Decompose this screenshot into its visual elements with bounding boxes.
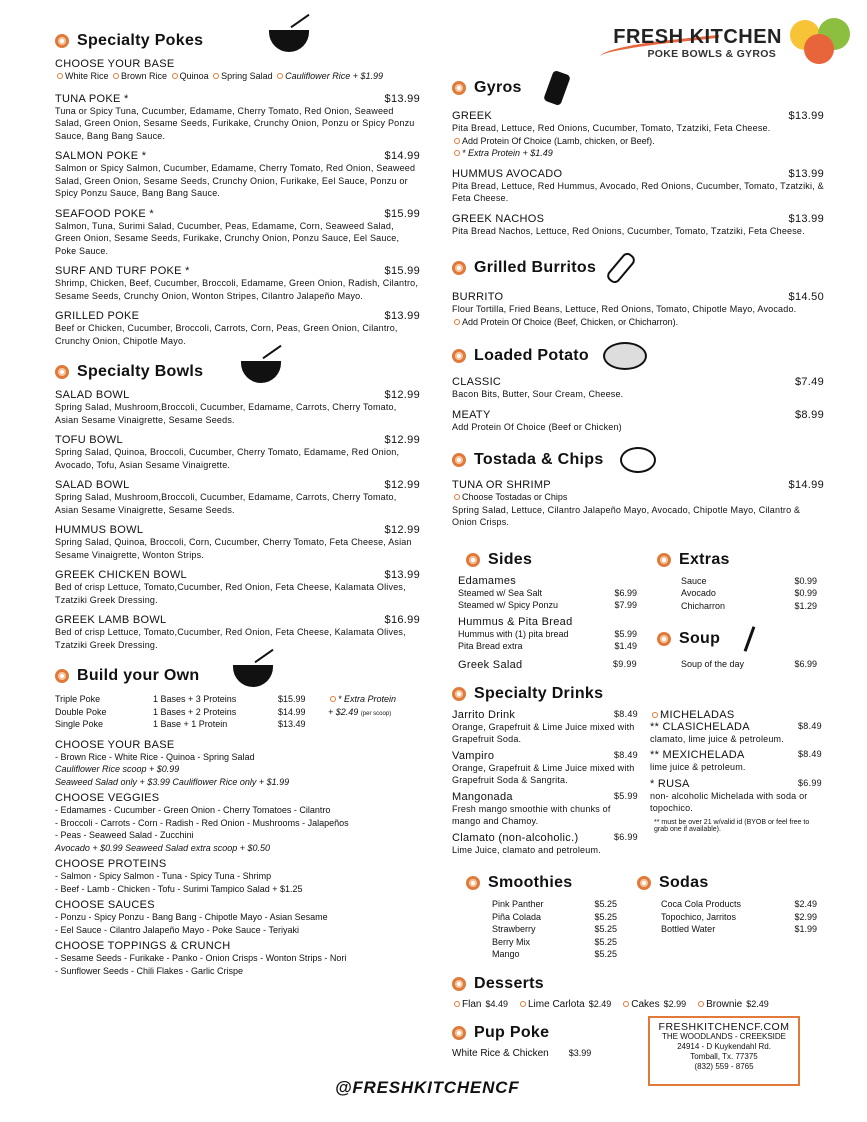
bowls-list [55,389,420,651]
item-desc: Tuna or Spicy Tuna, Cucumber, Edamame, Cherry Tomato, Red Onion, Seaweed Salad, Green Onion, Sesame Seeds, Furikake, Crunchy Onion, Ponzu or Spicy Ponzu Sauce, Bang Bang Sauce. [55,105,415,141]
item-desc: Beef or Chicken, Cucumber, Broccoli, Carrots, Corn, Peas, Green Onion, Cilantro, Crunchy Onion, Chipotle Mayo. [55,323,398,346]
drink-name: ** MEXICHELADA [650,749,745,761]
item-price: $16.99 [384,614,420,626]
pokes-list [55,93,420,348]
group-line: - Broccoli - Carrots - Corn - Radish - Red Onion - Mushrooms - Jalapeños [55,817,349,828]
item-desc: Spring Salad, Quinoa, Broccoli, Corn, Cucumber, Cherry Tomato, Feta Cheese, Asian Sesame Vinaigrette, Wonton Strips. [55,537,412,560]
group-title: Edamames [458,574,517,587]
item-name: SALAD BOWL [55,479,130,491]
drink-name: Jarrito Drink [452,708,516,721]
item-price: $13.99 [788,110,824,122]
price-row [681,587,817,600]
group-heading: CHOOSE SAUCES [55,899,155,911]
group-line: - Edamames - Cucumber - Green Onion - Cherry Tomatoes - Cilantro [55,805,331,815]
bullet-icon [55,365,69,379]
row-name: Piña Colada [492,911,542,922]
item-desc: Spring Salad, Mushroom,Broccoli, Cucumber, Edamame, Carrots, Cherry Tomato, Asian Sesame Vinaigrette, Sesame Seeds. [55,492,397,515]
row-name: Chicharron [681,600,726,611]
bullet-icon [452,349,466,363]
logo-name: FRESH KITCHEN [613,26,782,48]
item-price: $13.99 [788,212,824,225]
section-title: Sodas [659,874,709,891]
group-line: - Salmon - Spicy Salmon - Tuna - Spicy Tuna - Shrimp [55,871,272,881]
item-header [55,310,420,322]
base-heading: CHOOSE YOUR BASE [55,58,175,70]
group-line: Cauliflower Rice scoop + $0.99 [55,764,180,774]
item-name: SALMON POKE * [55,150,147,162]
price-row [458,587,637,600]
row-name: Sauce [681,575,707,586]
drinks-row: Jarrito Drink $8.49 Orange, Grapefruit & Lime Juice mixed with Grapefruit Soda. Vampiro $8.49 Orange, Grapefruit & Lime Juice mixed with Grapefruit Soda & Sangrita. Mangonada $5.99 Fresh mango smoothie with chunks of mango and Chamoy. Clamato (non-alcoholic.) $6.99 Lime Juice, clamato and petroleum. MICHELADAS ** CLASICHELADA $8.49 clamato, lime juice & petroleum. ** MEXICHELADA $8.49 lime juice & petroleum. * RUSA $6.99 non- alcoholic Michelada with soda or topochico. ** must be over 21 w/valid id (BYOB or feel free to grab one if available). [452,708,822,855]
drink-name: ** CLASICHELADA [650,720,750,733]
section-title: Specialty Pokes [77,32,204,49]
row-name: Avocado [681,588,716,598]
size-row [55,706,320,719]
bullet-icon [55,34,69,48]
gyro-wrap-icon [543,70,571,106]
potato-list [452,376,824,433]
menu-item [55,614,420,651]
potato-icon [603,342,647,370]
size-bases: 1 Bases + 2 Proteins [153,706,237,717]
phone: (832) 559 - 8765 [694,1062,754,1071]
group-heading: CHOOSE YOUR BASE [55,738,175,751]
bullet-icon [466,553,480,567]
menu-item [452,213,824,238]
drink-price: $8.49 [797,749,822,759]
item-price: $12.99 [384,434,420,446]
group-line: Avocado + $0.99 Seaweed Salad extra scoop + $0.50 [55,842,270,853]
price-row [458,599,637,612]
pup-item: White Rice & Chicken $3.99 [452,1047,592,1059]
item-name: SALAD BOWL [55,389,130,401]
bowl-icon [241,361,281,383]
item-price: $13.99 [384,92,420,105]
bowl-icon [233,665,273,687]
item-header [55,479,420,491]
item-name: MEATY [452,408,491,421]
price-row [492,948,617,961]
city: Tomball, Tx. 77375 [690,1052,758,1061]
sides-block: Sides Edamames Steamed w/ Sea Salt $6.99 Steamed w/ Spicy Ponzu $7.99 Hummus & Pita Bread Hummus with (1) pita bread $5.99 Pita Bread extra $1.49 Greek Salad $9.99 [458,550,637,671]
drink-desc: Orange, Grapefruit & Lime Juice mixed with Grapefruit Soda & Sangrita. [452,762,635,785]
social-handle: @FRESHKITCHENCF [335,1078,520,1097]
row-name: Strawberry [492,924,536,934]
row-name: Pita Bread extra [458,641,523,651]
drink-item [452,832,638,857]
drink-desc: Orange, Grapefruit & Lime Juice mixed with Grapefruit Soda. [452,721,635,744]
item-desc: Salmon, Tuna, Surimi Salad, Cucumber, Peas, Edamame, Corn, Seaweed Salad, Green Onion, Sesame Seeds, Furikake, Crunchy Onion, Ponzu Sauce, Eel Sauce, Poke Sauce. [55,220,400,256]
row-name: Mango [492,949,520,959]
group-line: - Brown Rice - White Rice - Quinoa - Spring Salad [55,751,255,762]
row-name: Coca Cola Products [661,899,742,909]
menu-item [55,479,420,516]
drink-price: $8.49 [613,708,638,719]
dessert-item [621,999,686,1010]
size-name: Single Poke [55,719,104,729]
drink-desc: Fresh mango smoothie with chunks of mango and Chamoy. [452,803,611,826]
section-title: Smoothies [488,874,573,891]
item-price: $15.99 [384,207,420,220]
item-name: CLASSIC [452,376,502,388]
row-name: Pink Panther [492,899,544,909]
size-price: $15.99 [278,694,306,704]
item-desc: Pita Bread Nachos, Lettuce, Red Onions, Cucumber, Tomato, Tzatziki, Feta Cheese. [452,225,805,236]
item-header [452,376,824,388]
dessert-name: Cakes [631,998,660,1010]
item-desc: Bacon Bits, Butter, Sour Cream, Cheese. [452,389,624,399]
location: THE WOODLANDS - CREEKSIDE [661,1032,786,1041]
menu-item [55,93,420,143]
group-heading: CHOOSE TOPPINGS & CRUNCH [55,940,231,952]
section-title: Gyros [474,79,522,96]
dessert-price: $2.49 [746,998,769,1009]
item-name: HUMMUS BOWL [55,524,144,536]
section-title: Specialty Drinks [474,684,604,702]
dessert-price: $2.49 [588,998,612,1009]
byo-groups [55,739,420,978]
option-text: Add Protein Of Choice (Beef, Chicken, or Chicharron). [462,316,679,327]
price-row [492,911,617,924]
item-price: $7.49 [794,376,824,388]
price-row [492,936,617,949]
address: 24914 - D Kuykendahl Rd. [677,1042,771,1051]
item-name: BURRITO [452,291,504,303]
menu-item [55,569,420,606]
item-desc: Bed of crisp Lettuce, Tomato,Cucumber, Red Onion, Feta Cheese, Kalamata Olives, Tzatziki Greek Dressing. [55,627,406,650]
drink-desc: non- alcoholic Michelada with soda or topochico. [650,790,808,813]
item-name: GREEK LAMB BOWL [55,614,167,626]
row-price: $2.49 [794,899,817,909]
group-line: - Ponzu - Spicy Ponzu - Bang Bang - Chipotle Mayo - Asian Sesame [55,912,328,922]
price-row [458,628,637,641]
row-price: $0.99 [794,588,817,598]
smoothies-sodas-row [452,860,824,961]
section-title: Grilled Burritos [474,259,597,276]
row-name: Hummus with (1) pita bread [458,628,569,639]
bullet-icon [452,453,466,467]
size-price: $13.49 [278,719,306,729]
drink-name: * RUSA [650,777,690,790]
item-name: GREEK CHICKEN BOWL [55,569,187,581]
item-name: GREEK [452,110,493,122]
item-header [452,291,824,303]
group-line: - Eel Sauce - Cilantro Jalapeño Mayo - Poke Sauce - Teriyaki [55,924,299,935]
contact-box [648,1016,800,1086]
price-row [492,898,617,911]
item-price: $13.99 [788,167,824,180]
bullet-icon [452,81,466,95]
section-title: Loaded Potato [474,347,590,364]
drink-name: Vampiro [452,749,495,762]
size-bases: 1 Base + 1 Protein [153,719,228,729]
row-price: $1.29 [794,600,817,611]
section-title: Soup [679,630,721,647]
potato-header [452,342,824,370]
menu-item [452,168,824,205]
drink-price: $5.99 [613,790,638,801]
bullet-icon [657,553,671,567]
item-desc: Shrimp, Chicken, Beef, Cucumber, Broccoli, Edamame, Green Onion, Radish, Cilantro, Sesame Seeds, Crunchy Onion, Wonton Stripes, Cilantro Jalapeño Mayo. [55,278,419,301]
byo-extra: * Extra Protein + $2.49 (per scoop) [328,694,397,717]
row-price: $1.99 [794,924,817,934]
item-header [55,434,420,446]
menu-item [55,524,420,561]
bullet-icon [452,261,466,275]
pokes-header [55,30,420,52]
drink-price: $8.49 [613,749,638,760]
burrito-icon [605,250,638,285]
burritos-header [452,251,824,285]
drink-item [452,791,638,828]
menu-item [55,310,420,347]
menu-item [55,434,420,471]
price-row [661,898,817,911]
row-price: $1.49 [614,641,637,651]
tostada-icon [620,447,656,473]
drink-desc: Lime Juice, clamato and petroleum. [452,844,601,855]
gyros-list [452,110,824,237]
drinks-header [452,685,824,703]
drink-header [650,778,822,790]
item-desc: Flour Tortilla, Fried Beans, Lettuce, Red Onions, Tomato, Chipotle Mayo, Avocado. [452,304,797,314]
menu-item [55,208,420,258]
item-name: TUNA POKE * [55,92,129,105]
price-row [661,911,817,924]
drink-item [650,721,822,746]
item-desc: Spring Salad, Mushroom,Broccoli, Cucumber, Edamame, Carrots, Cherry Tomato, Asian Sesame Vinaigrette, Sesame Seeds. [55,402,397,425]
item-price: $15.99 [384,265,420,277]
left-column [55,20,420,977]
section-title: Build your Own [77,667,200,684]
drink-desc: clamato, lime juice & petroleum. [650,733,784,744]
item-desc: Bed of crisp Lettuce, Tomato,Cucumber, Red Onion, Feta Cheese, Kalamata Olives, Tzatziki Greek Dressing. [55,582,406,605]
option-text: Add Protein Of Choice (Lamb, chicken, or Beef). [462,135,655,146]
extras-soup-block: Extras Sauce $0.99 Avocado $0.99 Chicharron $1.29 Soup Soup of the day $6.99 [657,537,817,671]
item-desc: Spring Salad, Quinoa, Broccoli, Cucumber, Cherry Tomato, Edamame, Red Onion, Avocado, Tofu, Asian Sesame Vinaigrette. [55,447,400,470]
dessert-item [518,999,611,1010]
menu-item [55,265,420,302]
item-name: SEAFOOD POKE * [55,207,154,220]
item-name: GRILLED POKE [55,310,140,322]
dessert-name: Brownie [706,998,743,1010]
drink-price: $6.99 [613,831,638,842]
item-header [55,569,420,581]
row-price: $5.99 [614,628,637,639]
drink-desc: lime juice & petroleum. [650,762,746,772]
burrito-list [452,291,824,328]
row-name: Bottled Water [661,924,716,934]
item-name: GREEK NACHOS [452,212,545,225]
sides-extras-row [452,537,824,671]
group-line: Seaweed Salad only + $3.99 Cauliflower Rice only + $1.99 [55,776,290,787]
price-row [661,923,817,936]
row-price: $7.99 [614,600,637,610]
size-row [55,693,320,706]
menu-item [55,389,420,426]
item-name: TOFU BOWL [55,434,123,446]
item-option [452,147,824,160]
item-price: $8.99 [794,408,824,421]
item-price: $14.99 [384,150,420,162]
drink-header [452,709,638,721]
item-header [452,213,824,225]
item-header [55,208,420,220]
item-header [55,265,420,277]
bullet-icon [466,876,480,890]
size-row [55,718,320,731]
row-name: Berry Mix [492,936,530,947]
group-line: - Peas - Seaweed Salad - Zucchini [55,830,194,840]
price-row [492,923,617,936]
item-desc: Salmon or Spicy Salmon, Cucumber, Edamame, Cherry Tomato, Red Onion, Seaweed Salad, Green Onion, Sesame Seeds, Crunchy Onion, Furikake, Eel Sauce, Ponzu or Spicy Ponzu Sauce, Bang Bang Sauce. [55,163,416,198]
menu-item [452,376,824,401]
item-header [55,150,420,162]
item-price: $12.99 [384,479,420,491]
row-name: Steamed w/ Spicy Ponzu [458,600,559,610]
menu-item [452,291,824,328]
size-name: Triple Poke [55,694,101,704]
drink-price: $8.49 [797,720,822,731]
drink-item [650,749,822,774]
dessert-price: $4.49 [485,998,508,1009]
row-price: $5.25 [594,949,617,959]
dessert-name: Lime Carlota [527,998,585,1010]
drink-header [650,721,822,733]
item-name: SURF AND TURF POKE * [55,265,190,277]
gyros-header [452,72,824,104]
item-price: $12.99 [384,524,420,536]
group-line: - Sunflower Seeds - Chili Flakes - Garlic Crispe [55,965,244,976]
section-title: Desserts [474,974,545,992]
menu-item [452,409,824,434]
item-header [452,409,824,421]
tostada-header [452,447,824,473]
bullet-icon [452,1026,466,1040]
bowls-header [55,361,420,383]
tostada-item: TUNA OR SHRIMP $14.99 Choose Tostadas or Chips Spring Salad, Lettuce, Cilantro Jalapeño Mayo, Avocado, Chipotle Mayo, Cilantro & Onion Crisps. [452,479,824,527]
poke-bowl-icon [269,30,309,52]
item-option [452,316,824,329]
item-header [452,110,824,122]
group-heading: CHOOSE PROTEINS [55,858,167,870]
dessert-name: Flan [462,998,482,1010]
drink-item [452,709,638,746]
drink-header [452,791,638,803]
item-name: HUMMUS AVOCADO [452,167,563,180]
section-title: Tostada & Chips [474,451,604,468]
row-price: $5.25 [594,899,617,909]
item-option [452,135,824,148]
row-price: $5.25 [594,936,617,947]
item-header [55,614,420,626]
item-header [55,93,420,105]
item-header [452,168,824,180]
right-column [452,58,824,1059]
item-desc: Pita Bread, Lettuce, Red Hummus, Avocado, Red Onions, Cucumber, Tomato, Tzatziki, & Feta Cheese. [452,180,824,203]
menu-item [55,150,420,200]
dessert-price: $2.99 [663,998,687,1009]
item-header [55,389,420,401]
size-name: Double Poke [55,706,107,717]
item-price: $13.99 [384,310,420,322]
drinks-note: ** must be over 21 w/valid id (BYOB or feel free to grab one if available). [654,818,810,833]
row-price: $0.99 [794,575,817,586]
drink-name: Clamato (non-alcoholic.) [452,831,579,844]
price-row [681,600,817,613]
logo-tagline: POKE BOWLS & GYROS [647,48,776,60]
drink-header [650,749,822,761]
drink-name: Mangonada [452,790,513,803]
group-line: - Sesame Seeds - Furikake - Panko - Onion Crisps - Wonton Strips - Nori [55,953,347,963]
drink-item [650,778,822,815]
group-title: Hummus & Pita Bread [458,615,573,628]
price-row [681,575,817,588]
row-name: Steamed w/ Sea Salt [458,587,543,598]
item-price: $13.99 [384,569,420,581]
bullet-icon [452,977,466,991]
item-header [55,524,420,536]
item-price: $12.99 [384,389,420,401]
drink-header [452,750,638,762]
group-line: - Beef - Lamb - Chicken - Tofu - Surimi Tampico Salad + $1.25 [55,883,303,894]
ladle-icon [744,626,756,651]
section-title: Pup Poke [474,1023,550,1041]
size-bases: 1 Bases + 3 Proteins [153,694,237,704]
size-price: $14.99 [278,706,306,717]
section-title: Sides [488,550,533,568]
dessert-item [452,999,508,1010]
item-desc: Pita Bread, Lettuce, Red Onions, Cucumber, Tomato, Tzatziki, Feta Cheese. [452,123,771,133]
bullet-icon [637,876,651,890]
drink-item [452,750,638,787]
dessert-item [696,999,769,1010]
dessert-list [452,999,824,1010]
price-row [458,640,637,653]
byo-header [55,665,420,687]
section-title: Specialty Bowls [77,363,204,380]
bullet-icon [657,632,671,646]
base-options: White Rice Brown Rice Quinoa Spring Salad Cauliflower Rice + $1.99 [55,70,420,83]
group-heading: CHOOSE VEGGIES [55,792,160,804]
bullet-icon [55,669,69,683]
menu-item [452,110,824,160]
row-price: $5.25 [594,924,617,934]
item-desc: Add Protein Of Choice (Beef or Chicken) [452,421,622,432]
item-price: $14.50 [788,291,824,303]
bullet-icon [452,687,466,701]
desserts-header [452,975,824,993]
website-link[interactable]: FRESHKITCHENCF.COM [658,1021,790,1033]
row-price: $2.99 [794,911,817,922]
option-text: * Extra Protein + $1.49 [462,148,553,158]
row-price: $5.25 [594,911,617,922]
drink-header [452,832,638,844]
drink-price: $6.99 [797,777,822,788]
row-price: $6.99 [614,587,637,598]
byo-sizes [55,693,420,731]
row-name: Topochico, Jarritos [661,911,737,922]
section-title: Extras [679,550,730,568]
